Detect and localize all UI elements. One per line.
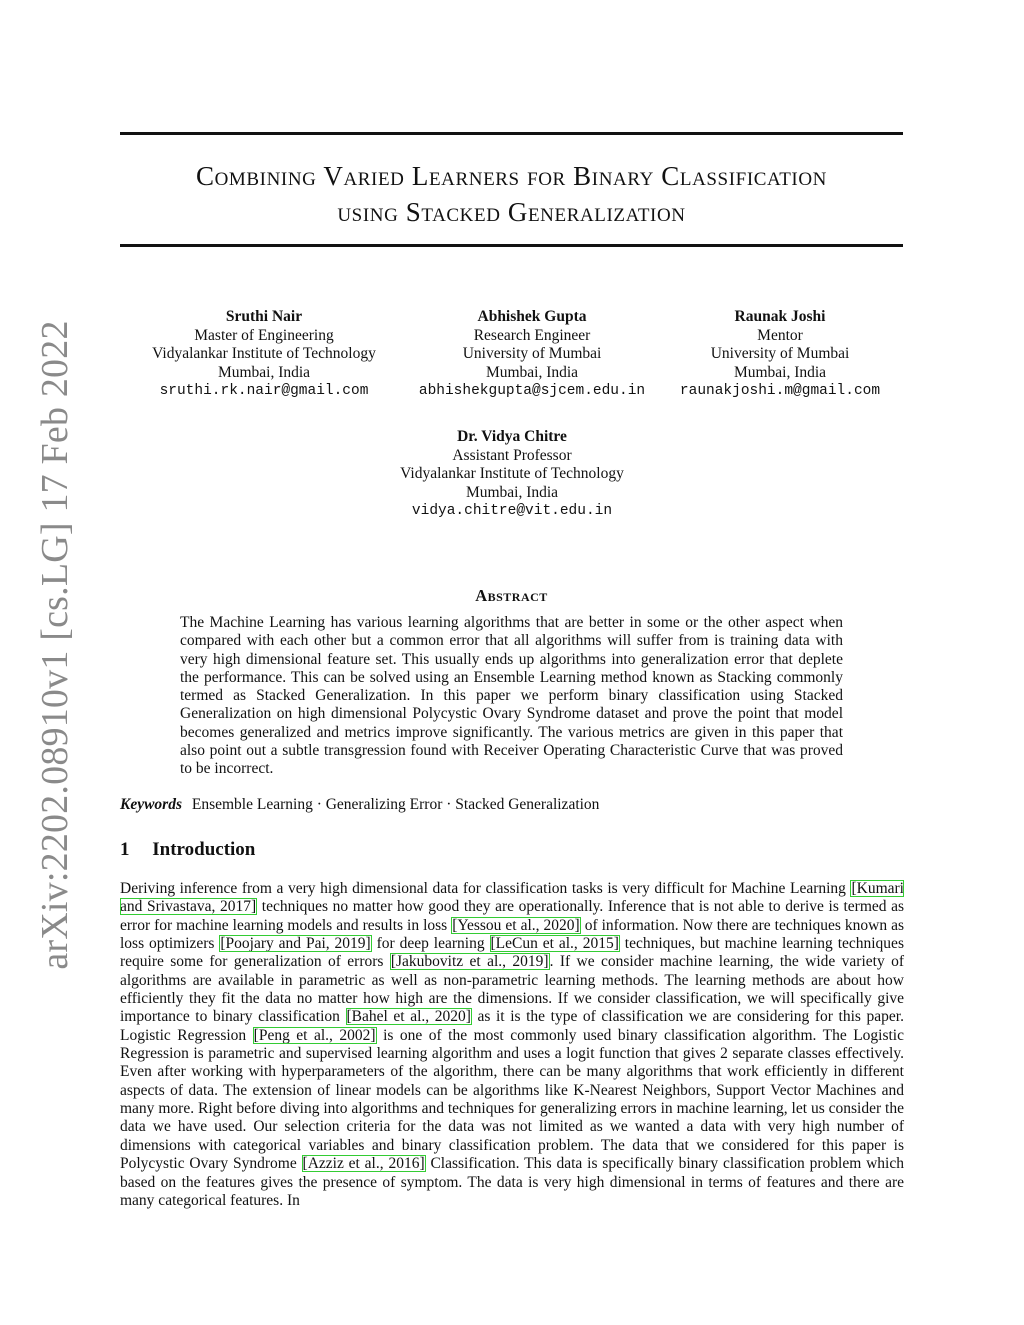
body-text: . If we consider machine learning, the wide variety of algorithms are available in parametric as well as non-parametric learning methods. The learning methods are about how efficiently they fit the data no matter how high are the dimensions. If we consider classification, we will specifically give importance to binary classification: [120, 953, 904, 1026]
section-heading-introduction: [120, 839, 255, 861]
citation-link[interactable]: [Yessou et al., 2020]: [452, 916, 580, 934]
body-text: of information. Now there are techniques known as loss optimizers: [120, 916, 905, 953]
citation-link[interactable]: [Peng et al., 2002]: [253, 1026, 376, 1044]
body-text: for deep learning: [371, 935, 490, 953]
author-block: [402, 308, 662, 401]
body-text: as it is the type of classification we are considering for this paper. Logistic Regression: [120, 1008, 904, 1044]
citation-link[interactable]: [Poojary and Pai, 2019]: [220, 935, 371, 953]
citation-link[interactable]: [Azziz et al., 2016]: [302, 1155, 425, 1173]
body-text: Classification. This data is specifically binary classification problem which based on the features gives the presence of symptom. The data is very high dimensional in terms of features and there are many categorical features. In: [120, 1155, 904, 1209]
author-block: [134, 308, 394, 401]
author-block: [362, 428, 662, 521]
body-text: techniques no matter how good they are operationally. Inference that is not able to derive is termed as error for machine learning models and results in loss: [120, 898, 905, 934]
keywords-label: Keywords: [120, 796, 182, 813]
author-location: Mumbai, India: [733, 363, 827, 381]
author-email[interactable]: raunakjoshi.m@gmail.com: [679, 383, 881, 399]
author-name: Sruthi Nair: [225, 308, 303, 325]
section-title: Introduction: [152, 839, 256, 860]
author-location: Mumbai, India: [485, 363, 579, 381]
introduction-paragraph: [120, 880, 904, 1210]
citation-link[interactable]: [LeCun et al., 2015]: [490, 935, 619, 953]
abstract-text: The Machine Learning has various learning algorithms that are better in some or the other aspect when compared with each other but a common error that all algorithms will suffer from is training data with very high dimensional feature set. This usually ends up algorithms into generalization error that deplete the performance. This can be solved using an Ensemble Learning method known as Stacking commonly termed as Stacked Generalization. In this paper we perform binary classification using Stacked Generalization on high dimensional Polycystic Ovary Syndrome dataset and prove the point that model becomes generalized and metrics improve significantly. The various metrics are given in this paper that also point out a subtle transgression found with Receiver Operating Characteristic Curve that was proved to be incorrect.: [180, 614, 843, 778]
section-number: 1: [120, 839, 130, 860]
citation-link[interactable]: [Jakubovitz et al., 2019]: [390, 953, 549, 971]
author-affiliation: Vidyalankar Institute of Technology: [152, 345, 376, 362]
author-email[interactable]: abhishekgupta@sjcem.edu.in: [418, 383, 646, 399]
title-bottom-rule: [120, 244, 903, 247]
author-location: Mumbai, India: [465, 483, 559, 501]
author-affiliation: Vidyalankar Institute of Technology: [400, 465, 624, 482]
author-location: Mumbai, India: [217, 363, 311, 381]
author-name: Abhishek Gupta: [477, 308, 587, 325]
author-role: Assistant Professor: [452, 446, 572, 464]
arxiv-identifier: arXiv:2202.08910v1 [cs.LG] 17 Feb 2022: [34, 320, 76, 970]
body-text: Deriving inference from a very high dimensional data for classification tasks is very difficult for Machine Learning: [120, 880, 851, 897]
author-role: Research Engineer: [473, 326, 591, 344]
body-text: techniques, but machine learning techniques require some for generalization of errors: [120, 935, 904, 971]
author-name: Raunak Joshi: [734, 308, 826, 325]
abstract-heading: Abstract: [475, 586, 548, 605]
paper-title: [120, 158, 903, 230]
author-role: Master of Engineering: [194, 326, 334, 344]
author-affiliation: University of Mumbai: [462, 345, 602, 362]
body-text: is one of the most commonly used binary classification algorithm. The Logistic Regression is parametric and supervised learning algorithm and uses a logit function that gives 2 separate classes effectively. Even after working with hyperparameters of the algorithm, there can be many algorithms that work efficiently in different aspects of data. The extension of linear models can be algorithms like K-Nearest Neighbors, Support Vector Machines and many more. Right before diving into algorithms and techniques for generalizing errors in machine learning, let us consider the data we have used. Our selection criteria for the data was not limited as we wanted a data with very high number of dimensions with categorical variables and binary classification problem. The data that we considered for this paper is Polycystic Ovary Syndrome: [120, 1026, 904, 1173]
keywords-line: [120, 796, 903, 814]
author-name: Dr. Vidya Chitre: [457, 428, 567, 445]
keywords-text: Ensemble Learning · Generalizing Error · Stacked Generalization: [191, 796, 600, 813]
title-line-2: using Stacked Generalization: [337, 197, 686, 227]
author-email[interactable]: sruthi.rk.nair@gmail.com: [159, 383, 369, 399]
author-affiliation: University of Mumbai: [710, 345, 850, 362]
author-role: Mentor: [757, 326, 803, 344]
citation-link[interactable]: [Kumari and Srivastava, 2017]: [120, 880, 904, 916]
citation-link[interactable]: [Bahel et al., 2020]: [346, 1008, 471, 1026]
title-line-1: Combining Varied Learners for Binary Classification: [195, 161, 828, 191]
author-block: [670, 308, 890, 401]
title-top-rule: [120, 132, 903, 135]
author-email[interactable]: vidya.chitre@vit.edu.in: [411, 503, 613, 519]
